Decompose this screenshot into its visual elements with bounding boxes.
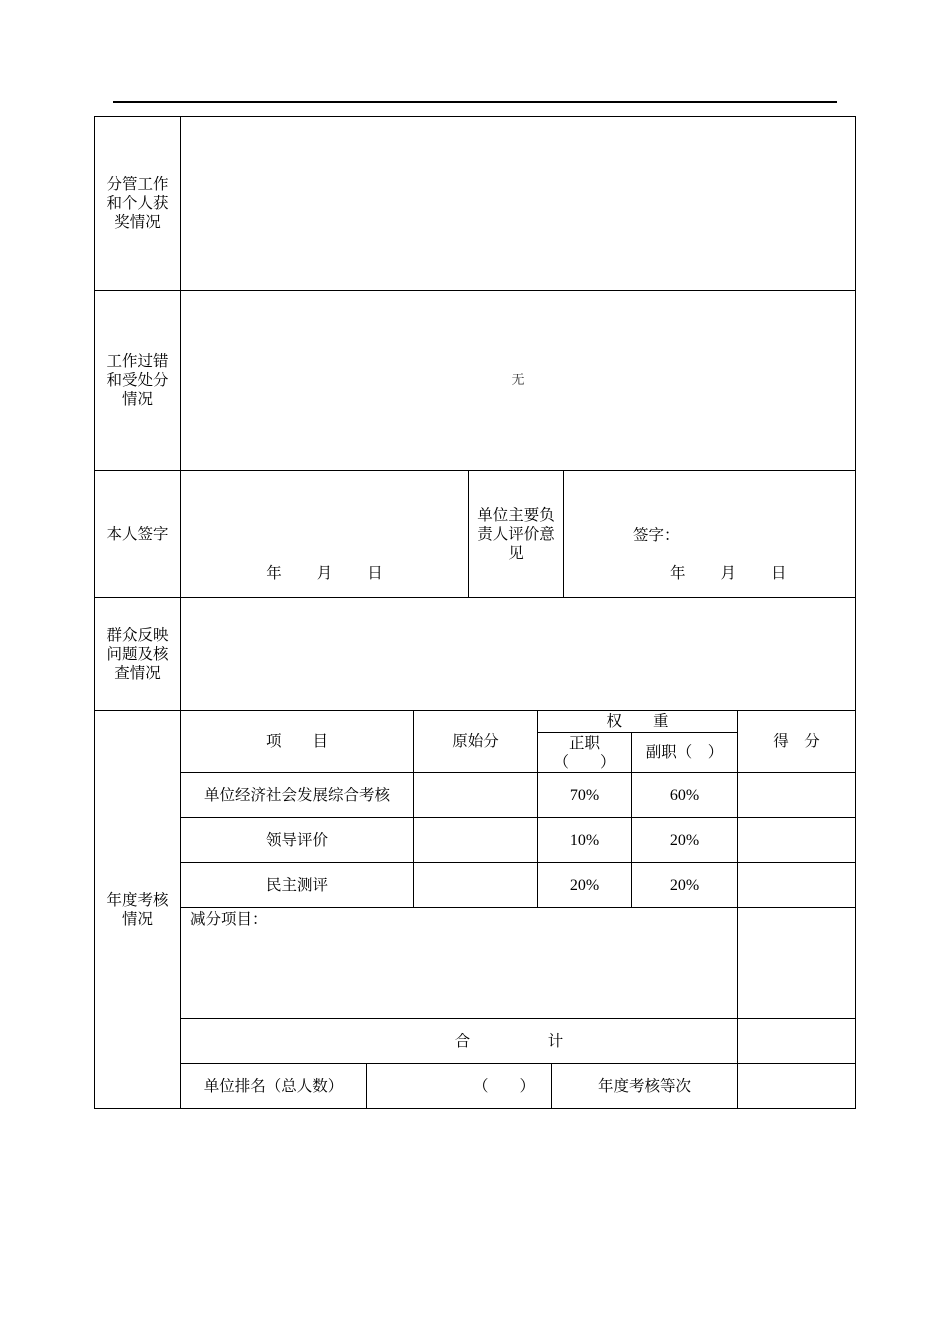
errors-penalties-value: 无: [511, 373, 525, 388]
total-label: 合 计: [180, 1018, 738, 1064]
item-score-field[interactable]: [737, 817, 856, 863]
self-date-day: 日: [367, 564, 383, 582]
leader-date-month: 月: [720, 564, 737, 582]
item-raw-score-field[interactable]: [413, 772, 538, 818]
leader-opinion-field[interactable]: [563, 470, 856, 598]
item-deputy-weight: 20%: [631, 817, 738, 863]
item-score-field[interactable]: [737, 862, 856, 908]
deductions-field[interactable]: [180, 907, 738, 1019]
header-score: 得 分: [737, 710, 856, 773]
item-name: 民主测评: [180, 862, 414, 908]
item-deputy-weight: 20%: [631, 862, 738, 908]
deductions-label: 减分项目：: [190, 910, 268, 928]
leader-date-year: 年: [670, 564, 686, 582]
duties-awards-label: 分管工作和个人获奖情况: [94, 116, 181, 291]
leader-sign-label: 签字：: [633, 526, 680, 544]
header-principal: 正职（ ）: [537, 732, 632, 773]
self-date: [266, 564, 383, 583]
rank-label: 单位排名（总人数）: [180, 1063, 367, 1109]
item-raw-score-field[interactable]: [413, 862, 538, 908]
item-deputy-weight: 60%: [631, 772, 738, 818]
grade-field[interactable]: [737, 1063, 856, 1109]
public-feedback-label: 群众反映问题及核查情况: [94, 597, 181, 711]
header-raw-score: 原始分: [413, 710, 538, 773]
rank-field[interactable]: [366, 1063, 552, 1109]
rank-value: （ ）: [472, 1076, 535, 1095]
public-feedback-field[interactable]: [180, 597, 856, 711]
item-name: 单位经济社会发展综合考核: [180, 772, 414, 818]
deductions-score-field[interactable]: [737, 907, 856, 1019]
header-deputy: 副职（ ）: [631, 732, 738, 773]
errors-penalties-label: 工作过错和受处分情况: [94, 290, 181, 471]
leader-date-day: 日: [771, 564, 787, 582]
item-score-field[interactable]: [737, 772, 856, 818]
leader-opinion-label: 单位主要负责人评价意见: [468, 470, 564, 598]
duties-awards-field[interactable]: [180, 116, 856, 291]
item-principal-weight: 10%: [537, 817, 632, 863]
errors-penalties-field[interactable]: [180, 290, 856, 471]
item-principal-weight: 70%: [537, 772, 632, 818]
item-raw-score-field[interactable]: [413, 817, 538, 863]
self-signature-field[interactable]: [180, 470, 469, 598]
total-score-field[interactable]: [737, 1018, 856, 1064]
item-name: 领导评价: [180, 817, 414, 863]
grade-label: 年度考核等次: [551, 1063, 738, 1109]
leader-date: [670, 564, 787, 583]
item-principal-weight: 20%: [537, 862, 632, 908]
annual-review-label: 年度考核情况: [94, 710, 181, 1109]
self-date-year: 年: [266, 564, 282, 582]
header-rule: [113, 101, 837, 103]
self-date-month: 月: [316, 564, 333, 582]
self-signature-label: 本人签字: [94, 470, 181, 598]
header-item: 项 目: [180, 710, 414, 773]
header-weight: 权 重: [537, 710, 738, 733]
